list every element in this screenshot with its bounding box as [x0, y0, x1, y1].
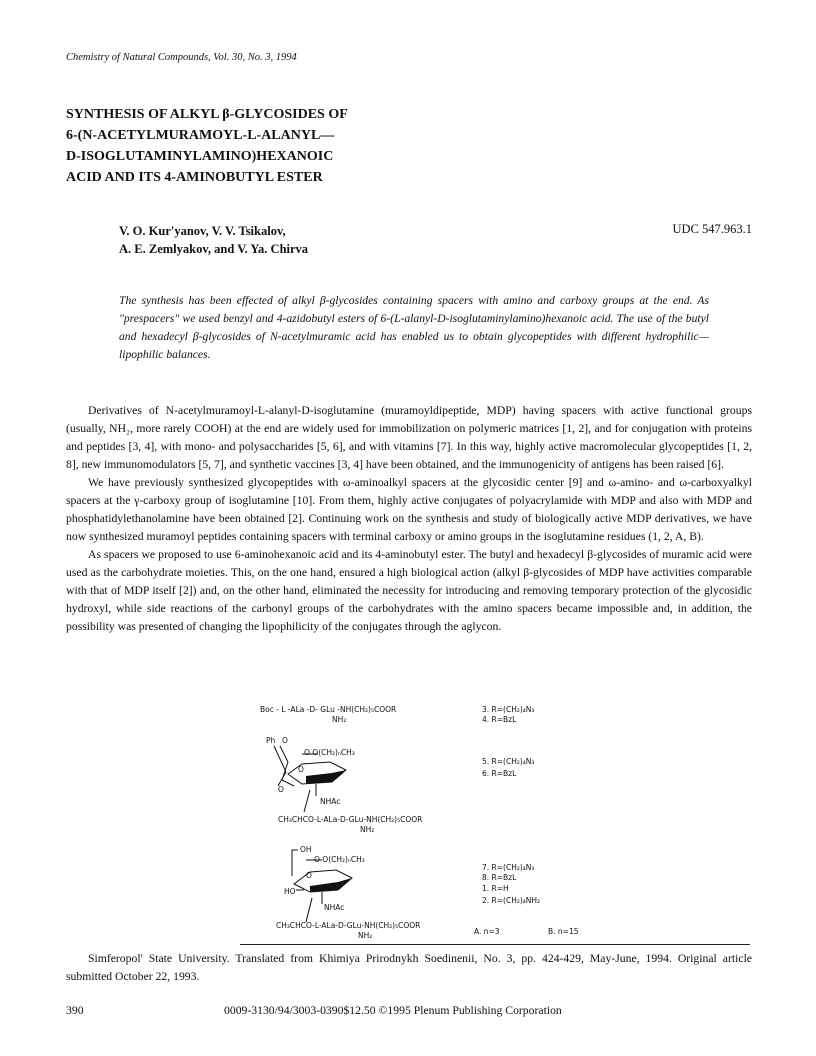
series-a-label: A. n=3 — [474, 927, 500, 936]
author-list — [119, 222, 308, 258]
title-line: ACID AND ITS 4-AMINOBUTYL ESTER — [66, 170, 323, 185]
abstract: The synthesis has been effected of alkyl β-glycosides containing spacers with amino and carboxy groups at the end. As "prespacers" we used benzyl and 4-azidobutyl esters of 6-(L-alanyl-D-isoglutaminylamino)hexanoic acid. The use of the butyl and hexadecyl β-glycosides of N-acetylmuramic acid has enabled us to obtain glycopeptides with different hydrophilic—lipophilic balances. — [119, 294, 709, 361]
compound-6-label: 6. R=BzL — [482, 769, 517, 778]
paragraph: We have previously synthesized glycopeptides with ω-aminoalkyl spacers at the glycosidic center [9] and ω-amino- and ω-carboxyalkyl spacers at the γ-carboxy group of isoglutamine [10]. From them, highly active conjugates of polyacrylamide with MDP and also with MDP and phosphatidylethanolamine have been obtained [2]. Continuing work on the synthesis and study of biologically active MDP derivatives, we have now synthesized muramoyl peptides containing spacers with terminal carboxy or amino groups in the isoglutamine residues (1, 2, A, B). — [66, 476, 752, 543]
title-line: SYNTHESIS OF ALKYL β-GLYCOSIDES OF — [66, 107, 348, 122]
author-line: A. E. Zemlyakov, and V. Ya. Chirva — [119, 242, 309, 256]
paragraph: Derivatives of N-acetylmuramoyl-L-alanyl-D-isoglutamine (muramoyldipeptide, MDP) having spacers with active functional groups (usually, NH₂, more rarely COOH) at the end are widely used for immobilization on polymeric matrices [1, 2], and for conjugation with proteins and peptides [3, 4], with mono- and polysaccharides [5, 6], and with vitamins [7]. In this way, highly active macromolecular glycopeptides [1, 2, 8], new immunomodulators [5, 7], and synthetic vaccines [3, 4] have been obtained, and the immunogenicity of antigens has been raised [6]. — [66, 404, 752, 471]
copyright-line: 0009-3130/94/3003-0390$12.50 ©1995 Plenum Publishing Corporation — [224, 1004, 562, 1017]
compound-7-label: 7. R=(CH₂)₄N₃ — [482, 863, 535, 872]
page-number: 390 — [66, 1004, 84, 1017]
hydroxyl-4-label: HO — [284, 887, 296, 896]
boc-peptide-chain: Boc - L -ALa -D- GLu -NH(CH₂)₅COOR — [260, 705, 397, 714]
glycoside-label: O O(CH₂)ₙCH₃ — [314, 855, 365, 864]
glycoside-label: O O(CH₂)ₙCH₃ — [304, 748, 355, 757]
compound-2-label: 2. R=(CH₂)₄NH₂ — [482, 896, 541, 905]
journal-header: Chemistry of Natural Compounds, Vol. 30, No. 3, 1994 — [66, 52, 297, 63]
compound-5-label: 5. R=(CH₂)₄N₃ — [482, 757, 535, 766]
lower-oxygen-label: O — [278, 785, 284, 794]
nhac-label: NHAc — [324, 903, 345, 912]
ring-inner-oxygen: O — [306, 871, 312, 880]
title-line: 6-(N-ACETYLMURAMOYL-L-ALANYL— — [66, 128, 335, 143]
footnote-divider — [240, 944, 750, 945]
udc-code: UDC 547.963.1 — [672, 222, 752, 236]
compound-8-label: 8. R=BzL — [482, 873, 517, 882]
ring-inner-oxygen: O — [298, 765, 304, 774]
compound-4-label: 4. R=BzL — [482, 715, 517, 724]
title-line: D-ISOGLUTAMINYLAMINO)HEXANOIC — [66, 149, 334, 164]
boc-amide-nh2: NH₂ — [332, 715, 347, 724]
ring-oxygen-label: O — [282, 736, 288, 745]
deprotected-sugar-structure — [276, 845, 420, 940]
footnote — [66, 950, 752, 986]
benzylidene-sugar-structure — [266, 736, 422, 834]
muramoyl-peptide-chain: CH₃CHCO-L-ALa-D-GLu-NH(CH₂)₅COOR — [276, 921, 421, 930]
compound-legend — [474, 705, 579, 936]
article-title — [66, 104, 348, 188]
series-b-label: B. n=15 — [548, 927, 579, 936]
body-text — [66, 402, 752, 636]
reaction-scheme — [260, 700, 600, 942]
paragraph: As spacers we proposed to use 6-aminohexanoic acid and its 4-aminobutyl ester. The butyl and hexadecyl β-glycosides of muramic acid were used as the carbohydrate moieties. This, on the one hand, ensured a high biological action (alkyl β-glycosides of MDP have activities comparable with that of MDP itself [2]) and, on the other hand, eliminated the necessity for introducing and removing temporary protection of the glycosidic hydroxyl, while side reactions of the carbonyl groups of the carbohydrates with the amino spacers became impossible and, in addition, the possibility was presented of changing the lipophilicity of the conjugates through the aglycon. — [66, 548, 752, 633]
hydroxyl-label: OH — [300, 845, 312, 854]
compound-3-label: 3. R=(CH₂)₄N₃ — [482, 705, 535, 714]
author-line: V. O. Kur'yanov, V. V. Tsikalov, — [119, 224, 286, 238]
isoglutamine-nh2: NH₂ — [358, 931, 373, 940]
isoglutamine-nh2: NH₂ — [360, 825, 375, 834]
compound-1-label: 1. R=H — [482, 884, 509, 893]
phenyl-label: Ph — [266, 736, 276, 745]
footnote-text: Simferopol' State University. Translated from Khimiya Prirodnykh Soedinenii, No. 3, pp. 424-429, May-June, 1994. Original article submitted October 22, 1993. — [66, 952, 752, 983]
nhac-label: NHAc — [320, 797, 341, 806]
muramoyl-peptide-chain: CH₃CHCO-L-ALa-D-GLu-NH(CH₂)₅COOR — [278, 815, 423, 824]
